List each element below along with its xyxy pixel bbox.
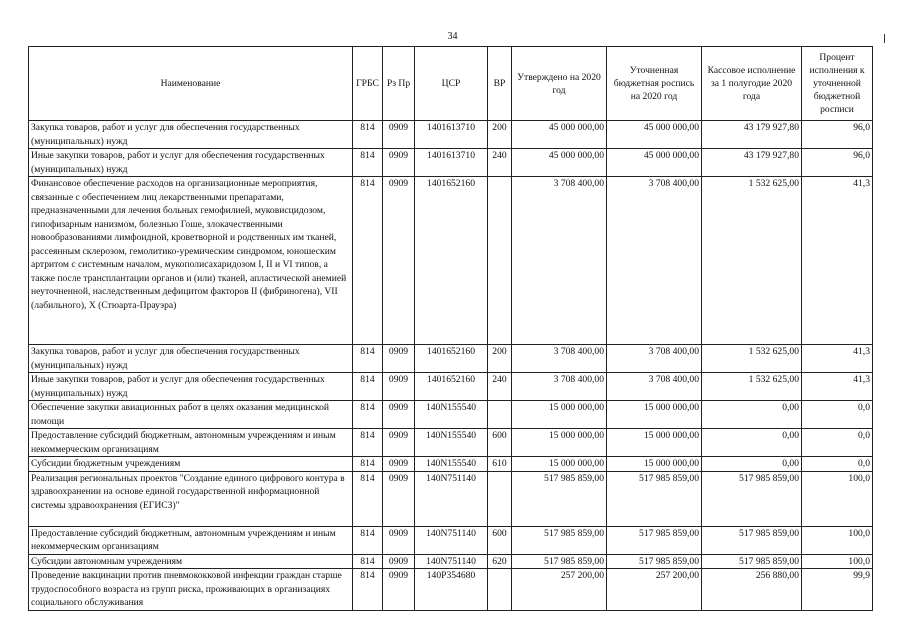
- cell-name: Финансовое обеспечение расходов на организационные мероприятия, связанные с обеспечением лиц лекарственными препаратами, предназначенными для лечения больных гемофилией, муковисцидозом, гипофизарным нанизмом, болезнью Гоше, злокачественными новообразованиями лимфоидной, кроветворной и родственных им тканей, рассеянным склерозом, гемолитико-уремическим синдромом, юношеским артритом с системным началом, мукополисахаридозом I, II и VI типов, а также после трансплантации органов и (или) тканей, апластической анемией неуточненной, наследственным дефицитом факторов II (фибриногена), VII (лабильного), X (Стюарта-Прауэра): [29, 177, 353, 345]
- cell-rzpr: 0909: [383, 457, 415, 472]
- cell-csr: 1401613710: [415, 149, 488, 177]
- cell-grbs: 814: [353, 569, 383, 611]
- cell-cash: 1 532 625,00: [702, 345, 802, 373]
- header-vr: ВР: [488, 47, 512, 121]
- cell-percent: 100,0: [802, 471, 873, 526]
- cell-vr: 620: [488, 554, 512, 569]
- cell-vr: 240: [488, 373, 512, 401]
- cell-refined: 517 985 859,00: [607, 471, 702, 526]
- cell-cash: 0,00: [702, 429, 802, 457]
- cell-rzpr: 0909: [383, 554, 415, 569]
- cell-grbs: 814: [353, 373, 383, 401]
- cell-name: Предоставление субсидий бюджетным, автономным учреждениям и иным некоммерческим организациям: [29, 429, 353, 457]
- cell-rzpr: 0909: [383, 121, 415, 149]
- cell-csr: 1401652160: [415, 373, 488, 401]
- cell-csr: 140N155540: [415, 457, 488, 472]
- cell-vr: 200: [488, 121, 512, 149]
- cell-refined: 517 985 859,00: [607, 554, 702, 569]
- table-row: [29, 149, 873, 177]
- cell-grbs: 814: [353, 177, 383, 345]
- cell-approved: 3 708 400,00: [512, 177, 607, 345]
- cell-name: Иные закупки товаров, работ и услуг для обеспечения государственных (муниципальных) нужд: [29, 149, 353, 177]
- cell-name: Иные закупки товаров, работ и услуг для обеспечения государственных (муниципальных) нужд: [29, 373, 353, 401]
- cell-csr: 140N751140: [415, 526, 488, 554]
- cell-percent: 41,3: [802, 177, 873, 345]
- cell-refined: 257 200,00: [607, 569, 702, 611]
- header-rzpr: Рз Пр: [383, 47, 415, 121]
- cell-approved: 517 985 859,00: [512, 526, 607, 554]
- cell-rzpr: 0909: [383, 177, 415, 345]
- cell-vr: [488, 401, 512, 429]
- table-row: [29, 569, 873, 611]
- cell-grbs: 814: [353, 121, 383, 149]
- cell-grbs: 814: [353, 457, 383, 472]
- cell-percent: 100,0: [802, 526, 873, 554]
- cell-refined: 517 985 859,00: [607, 526, 702, 554]
- cell-name: Реализация региональных проектов "Создание единого цифрового контура в здравоохранении на основе единой государственной информационной системы здравоохранения (ЕГИСЗ)": [29, 471, 353, 526]
- margin-mark: [884, 34, 885, 43]
- cell-cash: 0,00: [702, 401, 802, 429]
- cell-cash: 517 985 859,00: [702, 471, 802, 526]
- cell-vr: 240: [488, 149, 512, 177]
- cell-rzpr: 0909: [383, 373, 415, 401]
- cell-grbs: 814: [353, 149, 383, 177]
- cell-csr: 140N751140: [415, 554, 488, 569]
- cell-rzpr: 0909: [383, 569, 415, 611]
- table-row: [29, 471, 873, 526]
- cell-name: Предоставление субсидий бюджетным, автономным учреждениям и иным некоммерческим организациям: [29, 526, 353, 554]
- cell-rzpr: 0909: [383, 471, 415, 526]
- cell-approved: 517 985 859,00: [512, 471, 607, 526]
- cell-approved: 45 000 000,00: [512, 149, 607, 177]
- cell-csr: 1401652160: [415, 345, 488, 373]
- cell-cash: 517 985 859,00: [702, 554, 802, 569]
- cell-csr: 140N751140: [415, 471, 488, 526]
- cell-vr: [488, 569, 512, 611]
- cell-vr: [488, 177, 512, 345]
- cell-name: Закупка товаров, работ и услуг для обеспечения государственных (муниципальных) нужд: [29, 345, 353, 373]
- cell-percent: 41,3: [802, 373, 873, 401]
- cell-refined: 45 000 000,00: [607, 121, 702, 149]
- table-body: [29, 121, 873, 611]
- cell-name: Проведение вакцинации против пневмококковой инфекции граждан старше трудоспособного возраста из групп риска, проживающих в организациях социального обслуживания: [29, 569, 353, 611]
- cell-grbs: 814: [353, 429, 383, 457]
- cell-vr: [488, 471, 512, 526]
- cell-rzpr: 0909: [383, 345, 415, 373]
- cell-grbs: 814: [353, 471, 383, 526]
- cell-cash: 0,00: [702, 457, 802, 472]
- header-approved: Утверждено на 2020 год: [512, 47, 607, 121]
- cell-percent: 0,0: [802, 429, 873, 457]
- cell-cash: 1 532 625,00: [702, 373, 802, 401]
- table-row: [29, 429, 873, 457]
- table-row: [29, 345, 873, 373]
- cell-csr: 1401613710: [415, 121, 488, 149]
- cell-grbs: 814: [353, 554, 383, 569]
- cell-percent: 96,0: [802, 149, 873, 177]
- cell-percent: 99,9: [802, 569, 873, 611]
- cell-refined: 3 708 400,00: [607, 373, 702, 401]
- table-row: [29, 526, 873, 554]
- table-row: [29, 121, 873, 149]
- cell-percent: 96,0: [802, 121, 873, 149]
- cell-refined: 3 708 400,00: [607, 345, 702, 373]
- cell-approved: 517 985 859,00: [512, 554, 607, 569]
- table-header: [29, 47, 873, 121]
- cell-grbs: 814: [353, 401, 383, 429]
- cell-vr: 600: [488, 429, 512, 457]
- cell-cash: 517 985 859,00: [702, 526, 802, 554]
- cell-rzpr: 0909: [383, 526, 415, 554]
- cell-percent: 0,0: [802, 457, 873, 472]
- cell-csr: 140N155540: [415, 401, 488, 429]
- cell-cash: 43 179 927,80: [702, 121, 802, 149]
- cell-grbs: 814: [353, 345, 383, 373]
- cell-rzpr: 0909: [383, 429, 415, 457]
- table-row: [29, 457, 873, 472]
- cell-name: Закупка товаров, работ и услуг для обеспечения государственных (муниципальных) нужд: [29, 121, 353, 149]
- header-percent: Процент исполнения к уточненной бюджетной росписи: [802, 47, 873, 121]
- cell-refined: 15 000 000,00: [607, 457, 702, 472]
- table-row: [29, 177, 873, 345]
- cell-csr: 140N155540: [415, 429, 488, 457]
- cell-rzpr: 0909: [383, 149, 415, 177]
- cell-vr: 600: [488, 526, 512, 554]
- cell-grbs: 814: [353, 526, 383, 554]
- header-csr: ЦСР: [415, 47, 488, 121]
- budget-execution-table: [28, 46, 873, 611]
- table-row: [29, 401, 873, 429]
- cell-approved: 3 708 400,00: [512, 345, 607, 373]
- cell-approved: 15 000 000,00: [512, 457, 607, 472]
- cell-percent: 0,0: [802, 401, 873, 429]
- cell-approved: 15 000 000,00: [512, 429, 607, 457]
- cell-csr: 1401652160: [415, 177, 488, 345]
- cell-vr: 610: [488, 457, 512, 472]
- cell-refined: 3 708 400,00: [607, 177, 702, 345]
- cell-refined: 15 000 000,00: [607, 429, 702, 457]
- cell-name: Обеспечение закупки авиационных работ в целях оказания медицинской помощи: [29, 401, 353, 429]
- header-grbs: ГРБС: [353, 47, 383, 121]
- table-row: [29, 373, 873, 401]
- header-cash: Кассовое исполнение за 1 полугодие 2020 года: [702, 47, 802, 121]
- header-refined: Уточненная бюджетная роспись на 2020 год: [607, 47, 702, 121]
- cell-cash: 1 532 625,00: [702, 177, 802, 345]
- cell-approved: 3 708 400,00: [512, 373, 607, 401]
- page-number: 34: [447, 31, 458, 42]
- cell-refined: 15 000 000,00: [607, 401, 702, 429]
- cell-cash: 256 880,00: [702, 569, 802, 611]
- cell-name: Субсидии автономным учреждениям: [29, 554, 353, 569]
- cell-percent: 41,3: [802, 345, 873, 373]
- cell-refined: 45 000 000,00: [607, 149, 702, 177]
- cell-rzpr: 0909: [383, 401, 415, 429]
- cell-vr: 200: [488, 345, 512, 373]
- header-name: Наименование: [29, 47, 353, 121]
- table-row: [29, 554, 873, 569]
- cell-name: Субсидии бюджетным учреждениям: [29, 457, 353, 472]
- cell-approved: 15 000 000,00: [512, 401, 607, 429]
- cell-cash: 43 179 927,80: [702, 149, 802, 177]
- cell-approved: 45 000 000,00: [512, 121, 607, 149]
- cell-csr: 140P354680: [415, 569, 488, 611]
- cell-percent: 100,0: [802, 554, 873, 569]
- cell-approved: 257 200,00: [512, 569, 607, 611]
